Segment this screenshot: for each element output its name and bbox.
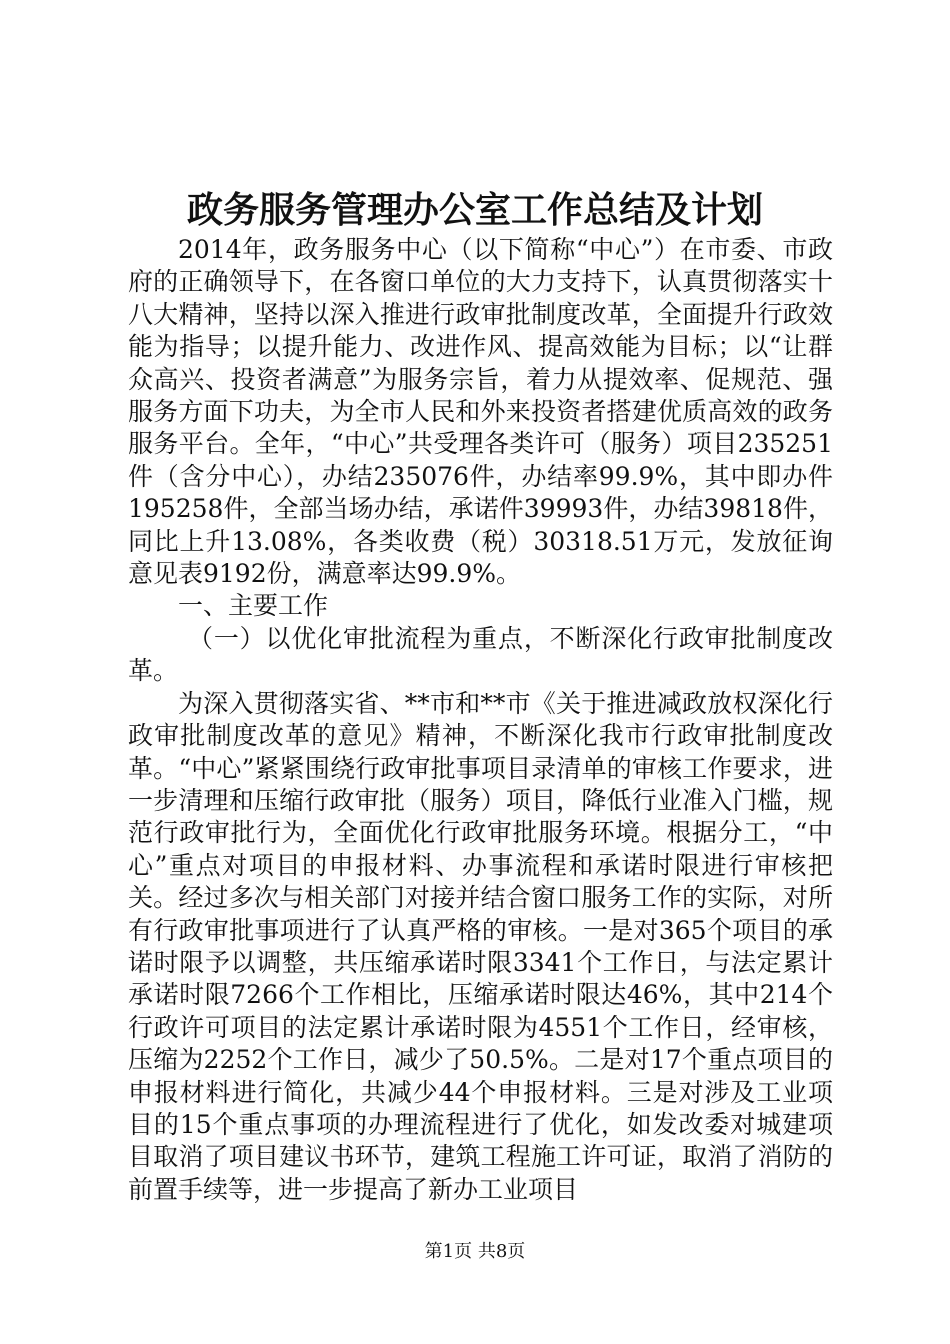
subsection-heading: （一）以优化审批流程为重点，不断深化行政审批制度改革。 — [128, 623, 833, 686]
document-title: 政务服务管理办公室工作总结及计划 — [186, 189, 763, 231]
document-body — [128, 234, 833, 1206]
paragraph-summary: 2014年，政务服务中心（以下简称“中心”）在市委、市政府的正确领导下，在各窗口单位的大力支持下，认真贯彻落实十八大精神，坚持以深入推进行政审批制度改革，全面提升行政效能为指导；以提升能力、改进作风、提高效能为目标；以“让群众高兴、投资者满意”为服务宗旨，着力从提效率、促规范、强服务方面下功夫，为全市人民和外来投资者搭建优质高效的政务服务平台。全年，“中心”共受理各类许可（服务）项目235251件（含分中心），办结235076件，办结率99.9%，其中即办件195258件，全部当场办结，承诺件39993件，办结39818件，同比上升13.08%，各类收费（税）30318.51万元，发放征询意见表9192份，满意率达99.9%。 — [128, 235, 833, 589]
paragraph-reform: 为深入贯彻落实省、**市和**市《关于推进减政放权深化行政审批制度改革的意见》精神，不断深化我市行政审批制度改革。“中心”紧紧围绕行政审批事项目录清单的审核工作要求，进一步清理和压缩行政审批（服务）项目，降低行业准入门槛，规范行政审批行为，全面优化行政审批服务环境。根据分工，“中心”重点对项目的申报材料、办事流程和承诺时限进行审核把关。经过多次与相关部门对接并结合窗口服务工作的实际，对所有行政审批事项进行了认真严格的审核。一是对365个项目的承诺时限予以调整，共压缩承诺时限3341个工作日，与法定累计承诺时限7266个工作相比，压缩承诺时限达46%，其中214个行政许可项目的法定累计承诺时限为4551个工作日，经审核，压缩为2252个工作日，减少了50.5%。二是对17个重点项目的申报材料进行简化，共减少44个申报材料。三是对涉及工业项目的15个重点事项的办理流程进行了优化，如发改委对城建项目取消了项目建议书环节，建筑工程施工许可证，取消了消防的前置手续等，进一步提高了新办工业项目 — [128, 688, 833, 1204]
page-number: 第1页 共8页 — [424, 1241, 526, 1262]
section-heading: 一、主要工作 — [178, 591, 329, 621]
